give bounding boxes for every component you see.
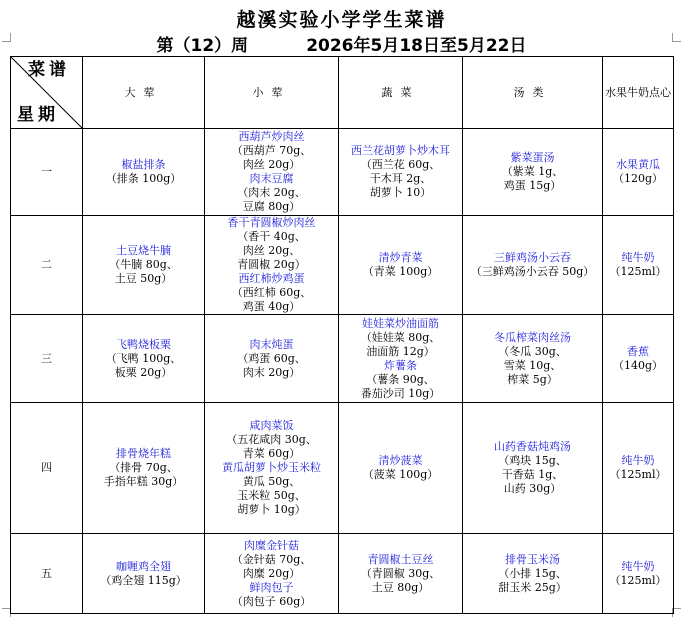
col-header-soup: 汤类 (463, 57, 603, 129)
ingredient-line: 板栗 20g） (114, 365, 173, 379)
fruit-milk-cell (603, 534, 674, 614)
fruit-milk-cell (603, 216, 674, 315)
ingredient-line: 干香菇 1g、 (501, 468, 564, 481)
ingredient-line: （冬瓜 30g、 (498, 344, 567, 358)
soup-cell (463, 403, 603, 534)
ingredient-line: （西红柿 60g、 (231, 286, 312, 299)
ingredient-line: 鸡蛋 40g） (242, 300, 301, 313)
ingredient-line: （牛腩 80g、 (109, 258, 178, 271)
day-cell: 四 (11, 403, 83, 534)
dish-name: 纯牛奶 (621, 454, 655, 467)
ingredient-line: 豆腐 80g） (242, 200, 301, 213)
day-cell: 三 (11, 315, 83, 403)
dish-name: 冬瓜榨菜肉丝汤 (494, 330, 571, 344)
dish-name: 西葫芦炒肉丝 (238, 130, 305, 143)
dish-name: 排骨烧年糕 (116, 447, 171, 460)
ingredient-line: 肉丝 20g） (242, 158, 301, 171)
main-dish-cell (83, 534, 205, 614)
dish-name: 飞鸭烧板栗 (116, 337, 171, 351)
ingredient-line: 干木耳 2g、 (369, 172, 432, 185)
veg-dish-cell (339, 315, 463, 403)
ingredient-line: 油面筋 12g） (366, 344, 435, 358)
veg-dish-cell (339, 129, 463, 216)
table-row (11, 315, 674, 403)
veg-dish-cell (339, 403, 463, 534)
table-row (11, 534, 674, 614)
side-dish-cell (205, 129, 339, 216)
table-row (11, 216, 674, 315)
dish-name: 排骨玉米汤 (505, 552, 560, 566)
ingredient-line: （五花咸肉 30g、 (226, 433, 317, 446)
ingredient-line: （125ml） (609, 265, 667, 278)
side-dish-cell (205, 315, 339, 403)
side-dish-cell (205, 403, 339, 534)
ingredient-line: （青菜 100g） (362, 265, 439, 278)
menu-subtitle (0, 31, 683, 56)
dish-name: 香干青圆椒炒肉丝 (227, 216, 316, 229)
main-dish-cell (83, 129, 205, 216)
dish-name: 西红柿炒鸡蛋 (238, 272, 305, 285)
ingredient-line: （小排 15g、 (498, 566, 567, 580)
ingredient-line: （薯条 90g、 (366, 372, 435, 386)
dish-name: 鲜肉包子 (249, 580, 294, 594)
dish-name: 紫菜蛋汤 (510, 151, 555, 164)
ingredient-line: （排骨 70g、 (109, 461, 178, 474)
dish-name: 咖喱鸡全翅 (116, 559, 171, 573)
veg-dish-cell (339, 534, 463, 614)
col-header-veg: 蔬菜 (339, 57, 463, 129)
soup-cell (463, 315, 603, 403)
table-row (11, 403, 674, 534)
ingredient-line: 青菜 60g） (242, 447, 301, 460)
ingredient-line: （140g） (612, 358, 664, 372)
table-row (11, 129, 674, 216)
dish-name: 黄瓜胡萝卜炒玉米粒 (222, 461, 321, 474)
menu-title: 越溪实验小学学生菜谱 (236, 9, 447, 31)
side-dish-cell (205, 534, 339, 614)
dish-name: 西兰花胡萝卜炒木耳 (351, 144, 450, 157)
dish-name: 纯牛奶 (621, 251, 655, 264)
main-dish-cell (83, 315, 205, 403)
ingredient-line: （飞鸭 100g、 (105, 351, 182, 365)
veg-dish-cell (339, 216, 463, 315)
day-cell: 五 (11, 534, 83, 614)
side-dish-cell (205, 216, 339, 315)
ingredient-line: 雪菜 10g、 (503, 358, 562, 372)
day-cell: 一 (11, 129, 83, 216)
day-cell: 二 (11, 216, 83, 315)
corner-mark (2, 33, 11, 42)
soup-cell (463, 129, 603, 216)
dish-name: 水果黄瓜 (616, 158, 660, 171)
ingredient-line: 山药 30g） (503, 482, 562, 495)
dish-name: 肉末炖蛋 (249, 337, 294, 351)
fruit-milk-cell (603, 129, 674, 216)
ingredient-line: （125ml） (609, 468, 667, 481)
week-number: 第（12）周 (156, 36, 249, 56)
dish-name: 椒盐排条 (121, 158, 166, 171)
ingredient-line: （三鲜鸡汤小云吞 50g） (470, 265, 595, 278)
date-range: 2026年5月18日至5月22日 (306, 36, 527, 56)
ingredient-line: （肉末 20g、 (237, 186, 306, 199)
corner-header-cell (11, 57, 83, 129)
ingredient-line: 土豆 50g） (114, 272, 173, 285)
ingredient-line: 土豆 80g） (371, 580, 430, 594)
dish-name: 肉糜金针菇 (244, 538, 299, 552)
main-dish-cell (83, 403, 205, 534)
ingredient-line: 鸡蛋 15g） (503, 179, 562, 192)
menu-table (10, 56, 674, 614)
dish-name: 清炒菠菜 (378, 454, 423, 467)
ingredient-line: 榨菜 5g） (507, 372, 558, 386)
dish-name: 山药香菇炖鸡汤 (494, 440, 571, 453)
ingredient-line: （青圆椒 30g、 (360, 566, 441, 580)
dish-name: 三鲜鸡汤小云吞 (494, 251, 571, 264)
header-row (11, 57, 674, 129)
ingredient-line: （西葫芦 70g、 (231, 144, 312, 157)
fruit-milk-cell (603, 403, 674, 534)
ingredient-line: （香干 40g、 (237, 230, 306, 243)
dish-name: 香蕉 (627, 344, 649, 358)
ingredient-line: 番茄沙司 10g） (360, 386, 441, 400)
ingredient-line: 肉末 20g） (242, 365, 301, 379)
dish-name: 娃娃菜炒油面筋 (362, 316, 439, 330)
ingredient-line: 青圆椒 20g） (237, 258, 306, 271)
ingredient-line: （菠菜 100g） (362, 468, 439, 481)
soup-cell (463, 534, 603, 614)
ingredient-line: 肉糜 20g） (242, 566, 301, 580)
ingredient-line: （排条 100g） (105, 172, 182, 185)
col-header-fruit: 水果牛奶点心 (603, 57, 674, 129)
ingredient-line: （紫菜 1g、 (501, 165, 564, 178)
col-header-side: 小荤 (205, 57, 339, 129)
ingredient-line: （125ml） (609, 573, 667, 587)
ingredient-line: （娃娃菜 80g、 (360, 330, 441, 344)
dish-name: 咸肉菜饭 (249, 419, 294, 432)
ingredient-line: （西兰花 60g、 (360, 158, 441, 171)
soup-cell (463, 216, 603, 315)
dish-name: 炸薯条 (384, 358, 417, 372)
ingredient-line: 手指年糕 30g） (103, 475, 184, 488)
dish-name: 纯牛奶 (621, 559, 655, 573)
ingredient-line: （鸡块 15g、 (498, 454, 567, 467)
ingredient-line: （鸡蛋 60g、 (237, 351, 306, 365)
ingredient-line: 肉丝 20g、 (242, 244, 301, 257)
dish-name: 清炒青菜 (378, 251, 423, 264)
corner-label-menu: 菜谱 (28, 60, 70, 80)
col-header-main: 大荤 (83, 57, 205, 129)
ingredient-line: 甜玉米 25g） (498, 580, 567, 594)
corner-label-weekday: 星期 (17, 105, 59, 125)
main-dish-cell (83, 216, 205, 315)
ingredient-line: （鸡全翅 115g） (100, 573, 187, 587)
dish-name: 青圆椒土豆丝 (367, 552, 434, 566)
ingredient-line: （肉包子 60g） (231, 594, 312, 608)
fruit-milk-cell (603, 315, 674, 403)
dish-name: 土豆烧牛腩 (116, 244, 171, 257)
ingredient-line: 胡萝卜 10） (369, 186, 432, 199)
ingredient-line: （金针菇 70g、 (231, 552, 312, 566)
dish-name: 肉末豆腐 (249, 172, 294, 185)
ingredient-line: 玉米粒 50g、 (237, 489, 306, 502)
ingredient-line: （120g） (612, 172, 664, 185)
corner-mark (672, 33, 681, 42)
ingredient-line: 胡萝卜 10g） (237, 503, 306, 516)
ingredient-line: 黄瓜 50g、 (242, 475, 301, 488)
